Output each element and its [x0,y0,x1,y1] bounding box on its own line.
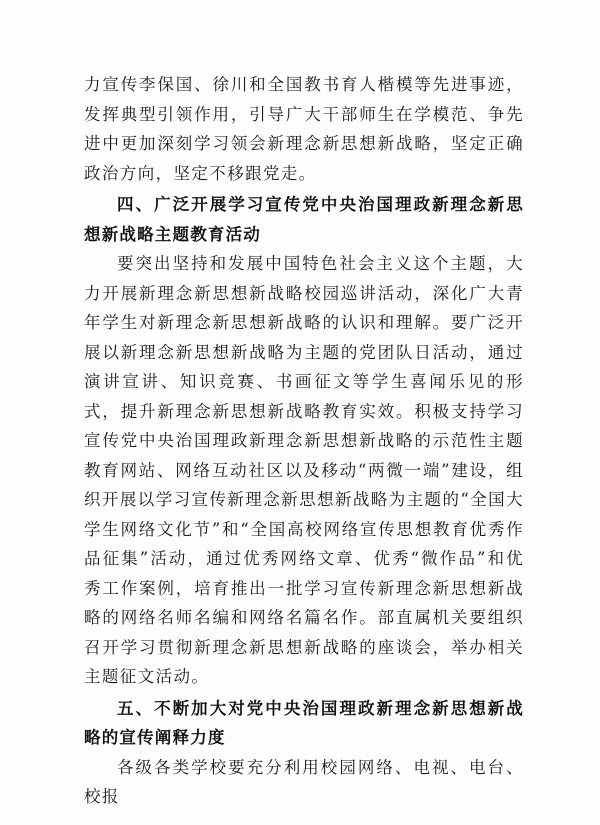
paragraph-section-4: 要突出坚持和发展中国特色社会主义这个主题，大力开展新理念新思想新战略校园巡讲活动，深化广大青年学生对新理念新思想新战略的认识和理解。要广泛开展以新理念新思想新战略为主题的党团队日活动，通过演讲宣讲、知识竞赛、书画征文等学生喜闻乐见的形式，提升新理念新思想新战略教育实效。积极支持学习宣传党中央治国理政新理念新思想新战略的示范性主题教育网站、网络互动社区以及移动“两微一端”建设，组织开展以学习宣传新理念新思想新战略为主题的“全国大学生网络文化节”和“全国高校网络宣传思想教育优秀作品征集”活动，通过优秀网络文章、优秀“微作品”和优秀工作案例，培育推出一批学习宣传新理念新思想新战略的网络名师名编和网络名篇名作。部直属机关要组织召开学习贯彻新理念新思想新战略的座谈会，举办相关主题征文活动。 [84,254,524,686]
section-heading-5: 五、不断加大对党中央治国理政新理念新思想新战略的宣传阐释力度 [84,698,524,747]
paragraph-continuation: 力宣传李保国、徐川和全国教书育人楷模等先进事迹，发挥典型引领作用，引导广大干部师生在学模范、争先进中更加深刻学习领会新理念新思想新战略，坚定正确政治方向，坚定不移跟党走。 [84,75,524,183]
section-heading-4: 四、广泛开展学习宣传党中央治国理政新理念新思想新战略主题教育活动 [84,195,524,244]
document-body [84,70,524,812]
paragraph-section-5: 各级各类学校要充分利用校园网络、电视、电台、校报 [84,757,524,806]
